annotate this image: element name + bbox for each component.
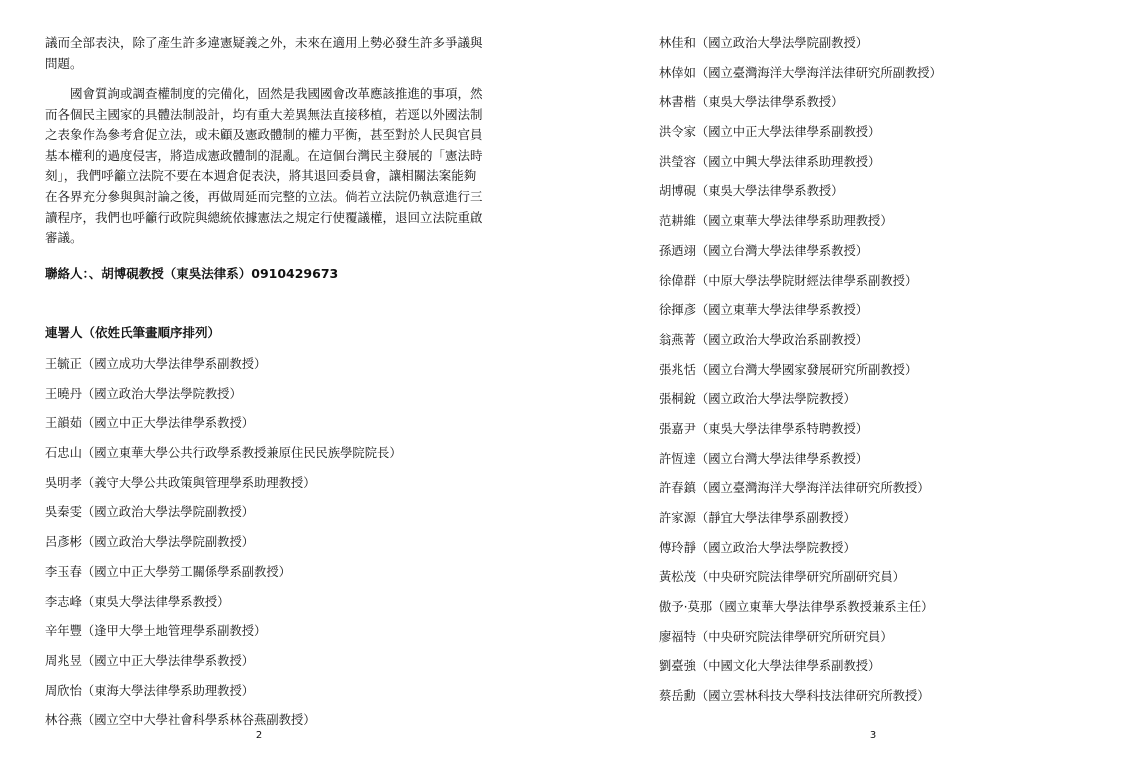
signatory-entry: 王毓正（國立成功大學法律學系副教授） (45, 357, 267, 371)
signatory-entry: 張嘉尹（東吳大學法律學系特聘教授） (659, 421, 869, 436)
signatory-entry: 張桐銳（國立政治大學法學院教授） (659, 392, 856, 407)
signatory-entry: 翁燕菁（國立政治大學政治系副教授） (659, 332, 869, 347)
signatory-entry: 王曉丹（國立政治大學法學院教授） (45, 386, 242, 401)
signatory-entry: 蔡岳勳（國立雲林科技大學科技法律研究所教授） (659, 689, 930, 704)
signatory-entry: 林谷燕（國立空中大學社會科學系林谷燕副教授） (45, 713, 316, 728)
signatory-entry: 李志峰（東吳大學法律學系教授） (45, 594, 230, 609)
signatory-entry: 辛年豐（逢甲大學土地管理學系副教授） (45, 624, 267, 639)
signatory-entry: 吳明孝（義守大學公共政策與管理學系助理教授） (45, 475, 316, 490)
signatory-list (45, 354, 402, 740)
signatory-entry: 林佳和（國立政治大學法學院副教授） (659, 36, 869, 50)
signatory-entry: 周兆昱（國立中正大學法律學系教授） (45, 653, 255, 668)
signatory-entry: 孫迺翊（國立台灣大學法律學系教授） (659, 243, 869, 258)
signatories-heading: 連署人（依姓氏筆畫順序排列） (45, 325, 221, 340)
signatory-entry: 傲予·莫那（國立東華大學法律學系教授兼系主任） (659, 600, 934, 615)
signatory-entry: 許春鎮（國立臺灣海洋大學海洋法律研究所教授） (659, 481, 930, 496)
signatory-entry: 王韻茹（國立中正大學法律學系教授） (45, 416, 255, 431)
statement-paragraph: 議而全部表決，除了產生許多違憲疑義之外，未來在適用上勢必發生許多爭議與問題。 (45, 35, 483, 71)
signatory-entry: 林倖如（國立臺灣海洋大學海洋法律研究所副教授） (659, 65, 942, 80)
signatory-entry: 吳秦雯（國立政治大學法學院副教授） (45, 505, 255, 520)
contact-line: 聯絡人：、胡博硯教授（東吳法律系）0910429673 (45, 266, 339, 281)
signatory-entry: 呂彥彬（國立政治大學法學院副教授） (45, 535, 255, 550)
signatory-entry: 許恆達（國立台灣大學法律學系教授） (659, 451, 869, 466)
page-number: 2 (255, 730, 263, 741)
signatory-entry: 洪瑩容（國立中興大學法律系助理教授） (659, 154, 881, 169)
signatory-entry: 林書楷（東吳大學法律學系教授） (659, 95, 844, 110)
signatory-entry: 傅玲靜（國立政治大學法學院教授） (659, 540, 856, 555)
signatory-entry: 張兆恬（國立台灣大學國家發展研究所副教授） (659, 362, 918, 377)
document-page-left (0, 0, 560, 778)
signatory-entry: 廖福特（中央研究院法律學研究所研究員） (659, 629, 893, 644)
signatory-entry: 許家源（靜宜大學法律學系副教授） (659, 511, 856, 525)
signatory-list (659, 33, 942, 716)
signatory-entry: 洪令家（國立中正大學法律學系副教授） (659, 125, 881, 140)
signatory-entry: 胡博硯（東吳大學法律學系教授） (659, 184, 844, 199)
signatory-entry: 石忠山（國立東華大學公共行政學系教授兼原住民民族學院院長） (45, 446, 402, 461)
signatory-entry: 周欣怡（東海大學法律學系助理教授） (45, 683, 255, 698)
signatory-entry: 徐揮彥（國立東華大學法律學系教授） (659, 303, 869, 318)
signatory-entry: 黃松茂（中央研究院法律學研究所副研究員） (659, 570, 905, 585)
signatory-entry: 劉臺強（中國文化大學法律學系副教授） (659, 659, 881, 674)
page-number: 3 (869, 730, 877, 741)
document-page-right (562, 0, 1125, 778)
signatory-entry: 李玉春（國立中正大學勞工關係學系副教授） (45, 564, 291, 579)
statement-paragraph: 國會質詢或調查權制度的完備化，固然是我國國會改革應該推進的事項，然而各個民主國家的具體法制設計，均有重大差異無法直接移植，若逕以外國法制之表象作為參考倉促立法，或未顧及憲政體制的權力平衡，甚至對於人民與官員基本權利的過度侵害，將造成憲政體制的混亂。在這個台灣民主發展的「憲法時刻」，我們呼籲立法院不要在本週倉促表決，將其退回委員會，讓相關法案能夠在各界充分參與與討論之後，再做周延而完整的立法。倘若立法院仍執意進行三讀程序，我們也呼籲行政院與總統依據憲法之規定行使覆議權，退回立法院重啟審議。 (45, 86, 483, 246)
signatory-entry: 范耕維（國立東華大學法律學系助理教授） (659, 214, 893, 229)
signatory-entry: 徐偉群（中原大學法學院財經法律學系副教授） (659, 273, 918, 288)
